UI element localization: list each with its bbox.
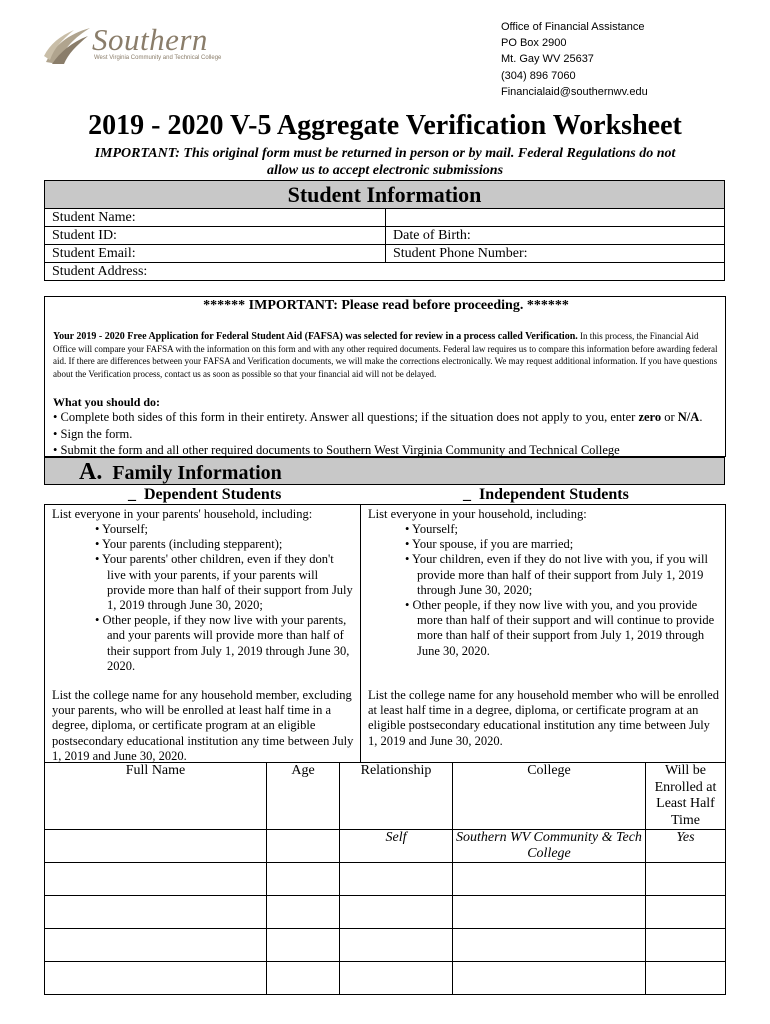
list-item: • Yourself; [405,522,459,536]
important-line2: allow us to accept electronic submissions [266,163,504,178]
full-name-cell[interactable] [45,962,267,995]
student-info-table [44,208,725,281]
list-item: • Yourself; [95,522,149,536]
dependent-instructions [44,504,360,762]
dependent-intro: List everyone in your parents' household, including: [52,507,313,521]
important-label: IMPORTANT: [94,146,180,161]
college-cell[interactable] [453,929,646,962]
age-cell[interactable] [267,962,340,995]
verification-paragraph-body: In this process, the Financial Aid Office will compare your FAFSA with the information on this form and with any other required documents. Federal law requires us to compare this information before awarding federal aid. If there are differences between your FAFSA and Verification documents, we will make the corrections electronically. We may request additional information. If you have questions about the Verification process, contact us as soon as possible so that your financial aid will not be delayed. [53,331,718,379]
full-name-cell[interactable] [45,830,267,863]
dependent-checkbox[interactable]: _ [128,486,136,503]
college-logo-mark-icon [44,26,92,66]
enrolled-cell[interactable] [646,962,726,995]
enrolled-cell[interactable] [646,929,726,962]
student-phone-label[interactable]: Student Phone Number: [386,245,725,263]
office-city: Mt. Gay WV 25637 [501,53,594,66]
table-header-row [45,763,726,830]
student-name-label: Student Name: [45,209,386,227]
relationship-cell[interactable] [340,863,453,896]
full-name-header: Full Name [45,763,267,830]
age-cell[interactable] [267,863,340,896]
dependent-list [95,522,355,674]
age-cell[interactable] [267,929,340,962]
enrolled-header: Will be Enrolled at Least Half Time [646,763,726,830]
relationship-cell[interactable] [340,962,453,995]
relationship-header: Relationship [340,763,453,830]
what-to-do-title: What you should do: [53,395,161,409]
important-read-box [44,296,726,457]
student-id-label[interactable]: Student ID: [45,227,386,245]
important-notice [40,145,730,179]
independent-instructions [360,504,726,762]
enrolled-cell[interactable] [646,896,726,929]
date-of-birth-label[interactable]: Date of Birth: [386,227,725,245]
independent-checkbox[interactable]: _ [463,486,471,503]
list-item: • Your parents (including stepparent); [95,537,283,552]
relationship-cell[interactable] [340,896,453,929]
age-cell[interactable] [267,896,340,929]
list-item: • Other people, if they now live with you, and you provide more than half of their support and will continue to provide more than half of their support from July 1, 2019 through June 30, 2020. [405,598,715,658]
list-item: • Your spouse, if you are married; [405,537,574,552]
age-cell[interactable] [267,830,340,863]
college-cell[interactable] [453,863,646,896]
student-name-field[interactable] [386,209,725,227]
office-address [501,19,648,100]
important-line1: This original form must be returned in person or by mail. Federal Regulations do not [179,146,676,161]
enrolled-cell[interactable]: Yes [646,830,726,863]
verification-paragraph [53,330,721,380]
college-logo-subtitle: West Virginia Community and Technical College [94,55,222,61]
read-box-title: ****** IMPORTANT: Please read before proceeding. ****** [203,298,569,313]
section-letter: A. [79,459,103,485]
table-row [45,896,726,929]
relationship-cell[interactable] [340,929,453,962]
independent-students-option[interactable]: _ Independent Students [463,486,629,503]
list-item: • Your parents' other children, even if they don't live with your parents, if your parents will provide more than half of their support from July 1, 2019 through June 30, 2020; [95,552,353,613]
list-item: • Sign the form. [53,426,133,441]
table-row [45,962,726,995]
student-email-label[interactable]: Student Email: [45,245,386,263]
list-item: • Your children, even if they do not live with you, if you will provide more than half of their support from July 1, 2019 through June 30, 2020; [405,552,708,597]
student-info-heading: Student Information [44,180,725,209]
office-phone: (304) 896 7060 [501,69,576,82]
college-cell[interactable]: Southern WV Community & Tech College [453,830,646,863]
list-item: • Submit the form and all other required documents to Southern West Virginia Community and Technical College [53,443,620,457]
table-row [45,830,726,863]
college-header: College [453,763,646,830]
office-name: Office of Financial Assistance [501,21,645,33]
enrolled-cell[interactable] [646,863,726,896]
independent-intro: List everyone in your household, including: [368,507,587,521]
verification-paragraph-lead: Your 2019 - 2020 Free Application for Federal Student Aid (FAFSA) was selected for review in a process called Verification. [53,331,578,342]
student-address-label[interactable]: Student Address: [45,263,725,281]
family-heading-text: Family Information [112,462,282,484]
table-row [45,863,726,896]
age-header: Age [267,763,340,830]
college-cell[interactable] [453,962,646,995]
dependent-students-option[interactable]: _ Dependent Students [128,486,282,503]
family-info-heading [44,457,725,485]
office-email[interactable]: Financialaid@southernwv.edu [501,85,648,98]
instructions-list [53,409,723,459]
independent-list [405,522,717,659]
dependent-college-instructions: List the college name for any household member, excluding your parents, who will be enrolled at least half time in a degree, diploma, or certificate program at an eligible postsecondary educational institution any time between July 1, 2019 and June 30, 2020. [52,688,354,763]
relationship-cell[interactable]: Self [340,830,453,863]
office-po-box: PO Box 2900 [501,37,567,50]
list-item: • Other people, if they now live with your parents, and your parents will provide more than half of their support from July 1, 2019 through June 30, 2020. [95,613,350,673]
full-name-cell[interactable] [45,863,267,896]
full-name-cell[interactable] [45,896,267,929]
independent-college-instructions: List the college name for any household member who will be enrolled at least half time in a degree, diploma, or certificate program at an eligible postsecondary educational institution any time between July 1, 2019 and June 30, 2020. [368,688,719,748]
table-row [45,929,726,962]
college-cell[interactable] [453,896,646,929]
college-logo-text: Southern [92,22,208,57]
list-item: • Complete both sides of this form in their entirety. Answer all questions; if the situation does not apply to you, enter zero or N/A. [53,410,703,424]
household-members-table [44,762,726,995]
full-name-cell[interactable] [45,929,267,962]
page-title: 2019 - 2020 V-5 Aggregate Verification Worksheet [88,110,682,141]
